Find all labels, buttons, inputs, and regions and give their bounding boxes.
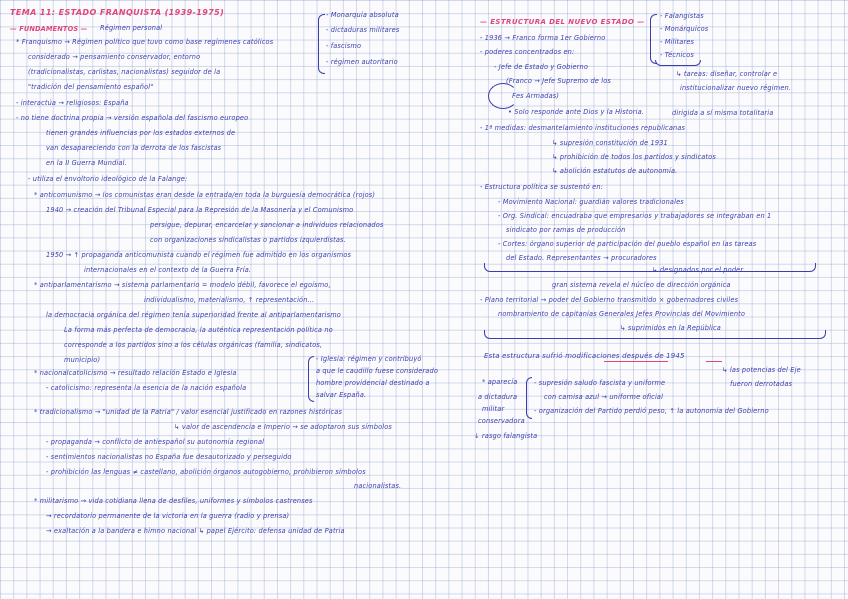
note-line: ↳ designados por el poder. (652, 266, 745, 274)
note-line: - interactúa → religiosos: España (16, 99, 129, 107)
bracket (484, 263, 816, 272)
note-line: - organización del Partido perdió peso, ↑ la autonomía del Gobierno (534, 407, 769, 415)
note-line: ↳ suprimidos en la República (620, 324, 721, 332)
grupo-item: - Militares (660, 38, 695, 46)
iglesia-note-line: - Iglesia: régimen y contribuyó (316, 355, 422, 363)
section-heading-fundamentos: — FUNDAMENTOS — (10, 25, 88, 33)
aparecio-line: conservadora (478, 417, 525, 425)
note-line: ↳ prohibición de todos los partidos y sindicatos (552, 153, 716, 161)
aparecio-line: * aparecía (482, 378, 518, 386)
note-line: sindicato por ramas de producción (506, 226, 626, 234)
section-heading-estructura: — ESTRUCTURA DEL NUEVO ESTADO — (480, 18, 645, 26)
note-line: la democracia orgánica del régimen tenía superioridad frente al antiparlamentarismo (46, 311, 341, 319)
note-line: - catolicismo: representa la esencia de la nación española (46, 384, 247, 392)
note-line: - 1ª medidas: desmantelamiento instituciones republicanas (480, 124, 686, 132)
note-line: → exaltación a la bandera e himno nacional ↳ papel Ejército: defensa unidad de Patria (46, 527, 345, 535)
circle-mark (488, 83, 518, 109)
note-line: nombramiento de capitanías Generales Jefes Provincias del Movimiento (498, 310, 746, 318)
note-line: Esta estructura sufrió modificaciones después de 1945 (484, 352, 685, 360)
bracket (655, 60, 701, 66)
note-line: gran sistema revela el núcleo de dirección orgánica (552, 281, 731, 289)
bracket (308, 356, 314, 402)
note-line: * militarismo → vida cotidiana llena de desfiles, uniformes y símbolos castrenses (34, 497, 313, 505)
grupo-item: - Monárquicos (660, 25, 709, 33)
note-line: considerado → pensamiento conservador, entorno (28, 53, 201, 61)
iglesia-note-line: a que le caudillo fuese considerado (316, 367, 439, 375)
note-line: → recordatorio permanente de la victoria en la guerra (radio y prensa) (46, 512, 290, 520)
note-line: individualismo, materialismo, ↑ representación... (144, 296, 315, 304)
note-line: - Cortes: órgano superior de participación del pueblo español en las tareas (498, 240, 757, 248)
regimen-personal-label: Régimen personal (100, 24, 163, 32)
tareas-line: institucionalizar nuevo régimen. (680, 84, 792, 92)
note-line: * Franquismo → Régimen político que tuvo como base regímenes católicos (16, 38, 274, 46)
bracket (650, 14, 657, 64)
dictadura-note: dirigida a sí misma totalitaria (672, 109, 774, 117)
note-line: ↳ supresión constitución de 1931 (552, 139, 668, 147)
aparecio-line: militar (482, 405, 505, 413)
note-line: Fes Armadas) (512, 92, 560, 100)
note-line: van desapareciendo con la derrota de los fascistas (46, 144, 222, 152)
note-line: * tradicionalismo → "unidad de la Patria" / valor esencial justificado en razones históricas (34, 408, 343, 416)
note-line: (Franco → Jefe Supremo de los (506, 77, 612, 85)
tareas-line: ↳ tareas: diseñar, controlar e (676, 70, 778, 78)
underline (706, 361, 722, 362)
note-line: - Jefe de Estado y Gobierno (494, 63, 589, 71)
note-line: - Movimiento Nacional: guardián valores tradicionales (498, 198, 684, 206)
note-line: La forma más perfecta de democracia, la auténtica representación política no (64, 326, 333, 334)
note-line: * antiparlamentarismo → sistema parlamentario = modelo débil, favorece el egoísmo, (34, 281, 331, 289)
note-line: del Estado. Representantes → procuradores (506, 254, 657, 262)
note-line: - no tiene doctrina propia → versión española del fascismo europeo (16, 114, 249, 122)
note-line: - prohibición las lenguas ≠ castellano, abolición órganos autogobierno, prohibieron símbolos (46, 468, 366, 476)
bracket (484, 330, 826, 339)
bracket (318, 14, 325, 74)
note-line: ↳ abolición estatutos de autonomía. (552, 167, 678, 175)
note-line: "tradición del pensamiento español" (28, 83, 154, 91)
familia-item: - fascismo (326, 42, 362, 50)
iglesia-note-line: salvar España. (316, 391, 367, 399)
note-line: nacionalistas. (354, 482, 402, 490)
note-line: corresponde a los partidos sino a los células orgánicas (familia, sindicatos, (64, 341, 323, 349)
grupo-item: - Falangistas (660, 12, 704, 20)
note-line: con camisa azul → uniforme oficial (544, 393, 664, 401)
note-line: * nacionalcatolicismo → resultado relación Estado e Iglesia (34, 369, 237, 377)
grupo-item: - Técnicos (660, 51, 694, 59)
note-line: 1950 → ↑ propaganda anticomunista cuando el régimen fue admitido en los organismos (46, 251, 352, 259)
page-title: TEMA 11: ESTADO FRANQUISTA (1939-1975) (10, 8, 225, 17)
note-line: - propaganda → conflicto de antiespañol su autonomía regional (46, 438, 265, 446)
note-line: - Org. Sindical: encuadraba que empresarios y trabajadores se integraban en 1 (498, 212, 772, 220)
note-line: - poderes concentrados en: (480, 48, 575, 56)
note-line: - Plano territorial → poder del Gobierno transmitido × gobernadores civiles (480, 296, 739, 304)
aparecio-line: a dictadura (478, 393, 518, 401)
note-line: - 1936 → Franco forma 1er Gobierno (480, 34, 606, 42)
iglesia-note-line: hombre providencial destinado a (316, 379, 430, 387)
note-line: persigue, depurar, encarcelar y sancionar a individuos relacionados (150, 221, 384, 229)
familia-item: - dictaduras militares (326, 26, 400, 34)
note-line: ↳ las potencias del Eje (722, 366, 801, 374)
familia-item: - Monarquía absoluta (326, 11, 399, 19)
note-line: en la II Guerra Mundial. (46, 159, 127, 167)
note-line: municipio) (64, 356, 101, 364)
note-line: - supresión saludo fascista y uniforme (534, 379, 666, 387)
familia-item: - régimen autoritario (326, 58, 398, 66)
note-line: • Solo responde ante Dios y la Historia. (508, 108, 645, 116)
note-line: ↓ rasgo falangista (474, 432, 538, 440)
bracket (526, 377, 532, 419)
underline (604, 361, 668, 362)
note-line: ↳ valor de ascendencia e Imperio → se adoptaron sus símbolos (174, 423, 393, 431)
note-line: * anticomunismo → los comunistas eran desde la entrada/en toda la burguesía democrática (rojos) (34, 191, 376, 199)
note-line: 1940 → creación del Tribunal Especial para la Represión de la Masonería y el Comunismo (46, 206, 354, 214)
note-line: internacionales en el contexto de la Guerra Fría. (84, 266, 252, 274)
note-line: - Estructura política se sustentó en: (480, 183, 604, 191)
note-line: fueron derrotadas (730, 380, 793, 388)
note-line: - sentimientos nacionalistas no España fue desautorizado y perseguido (46, 453, 292, 461)
note-line: con organizaciones sindicalistas o partidos izquierdistas. (150, 236, 346, 244)
note-line: tienen grandes influencias por los estados externos de (46, 129, 236, 137)
note-line: - utiliza el envoltorio ideológico de la Falange: (28, 175, 188, 183)
note-line: (tradicionalistas, carlistas, nacionalistas) seguidor de la (28, 68, 221, 76)
